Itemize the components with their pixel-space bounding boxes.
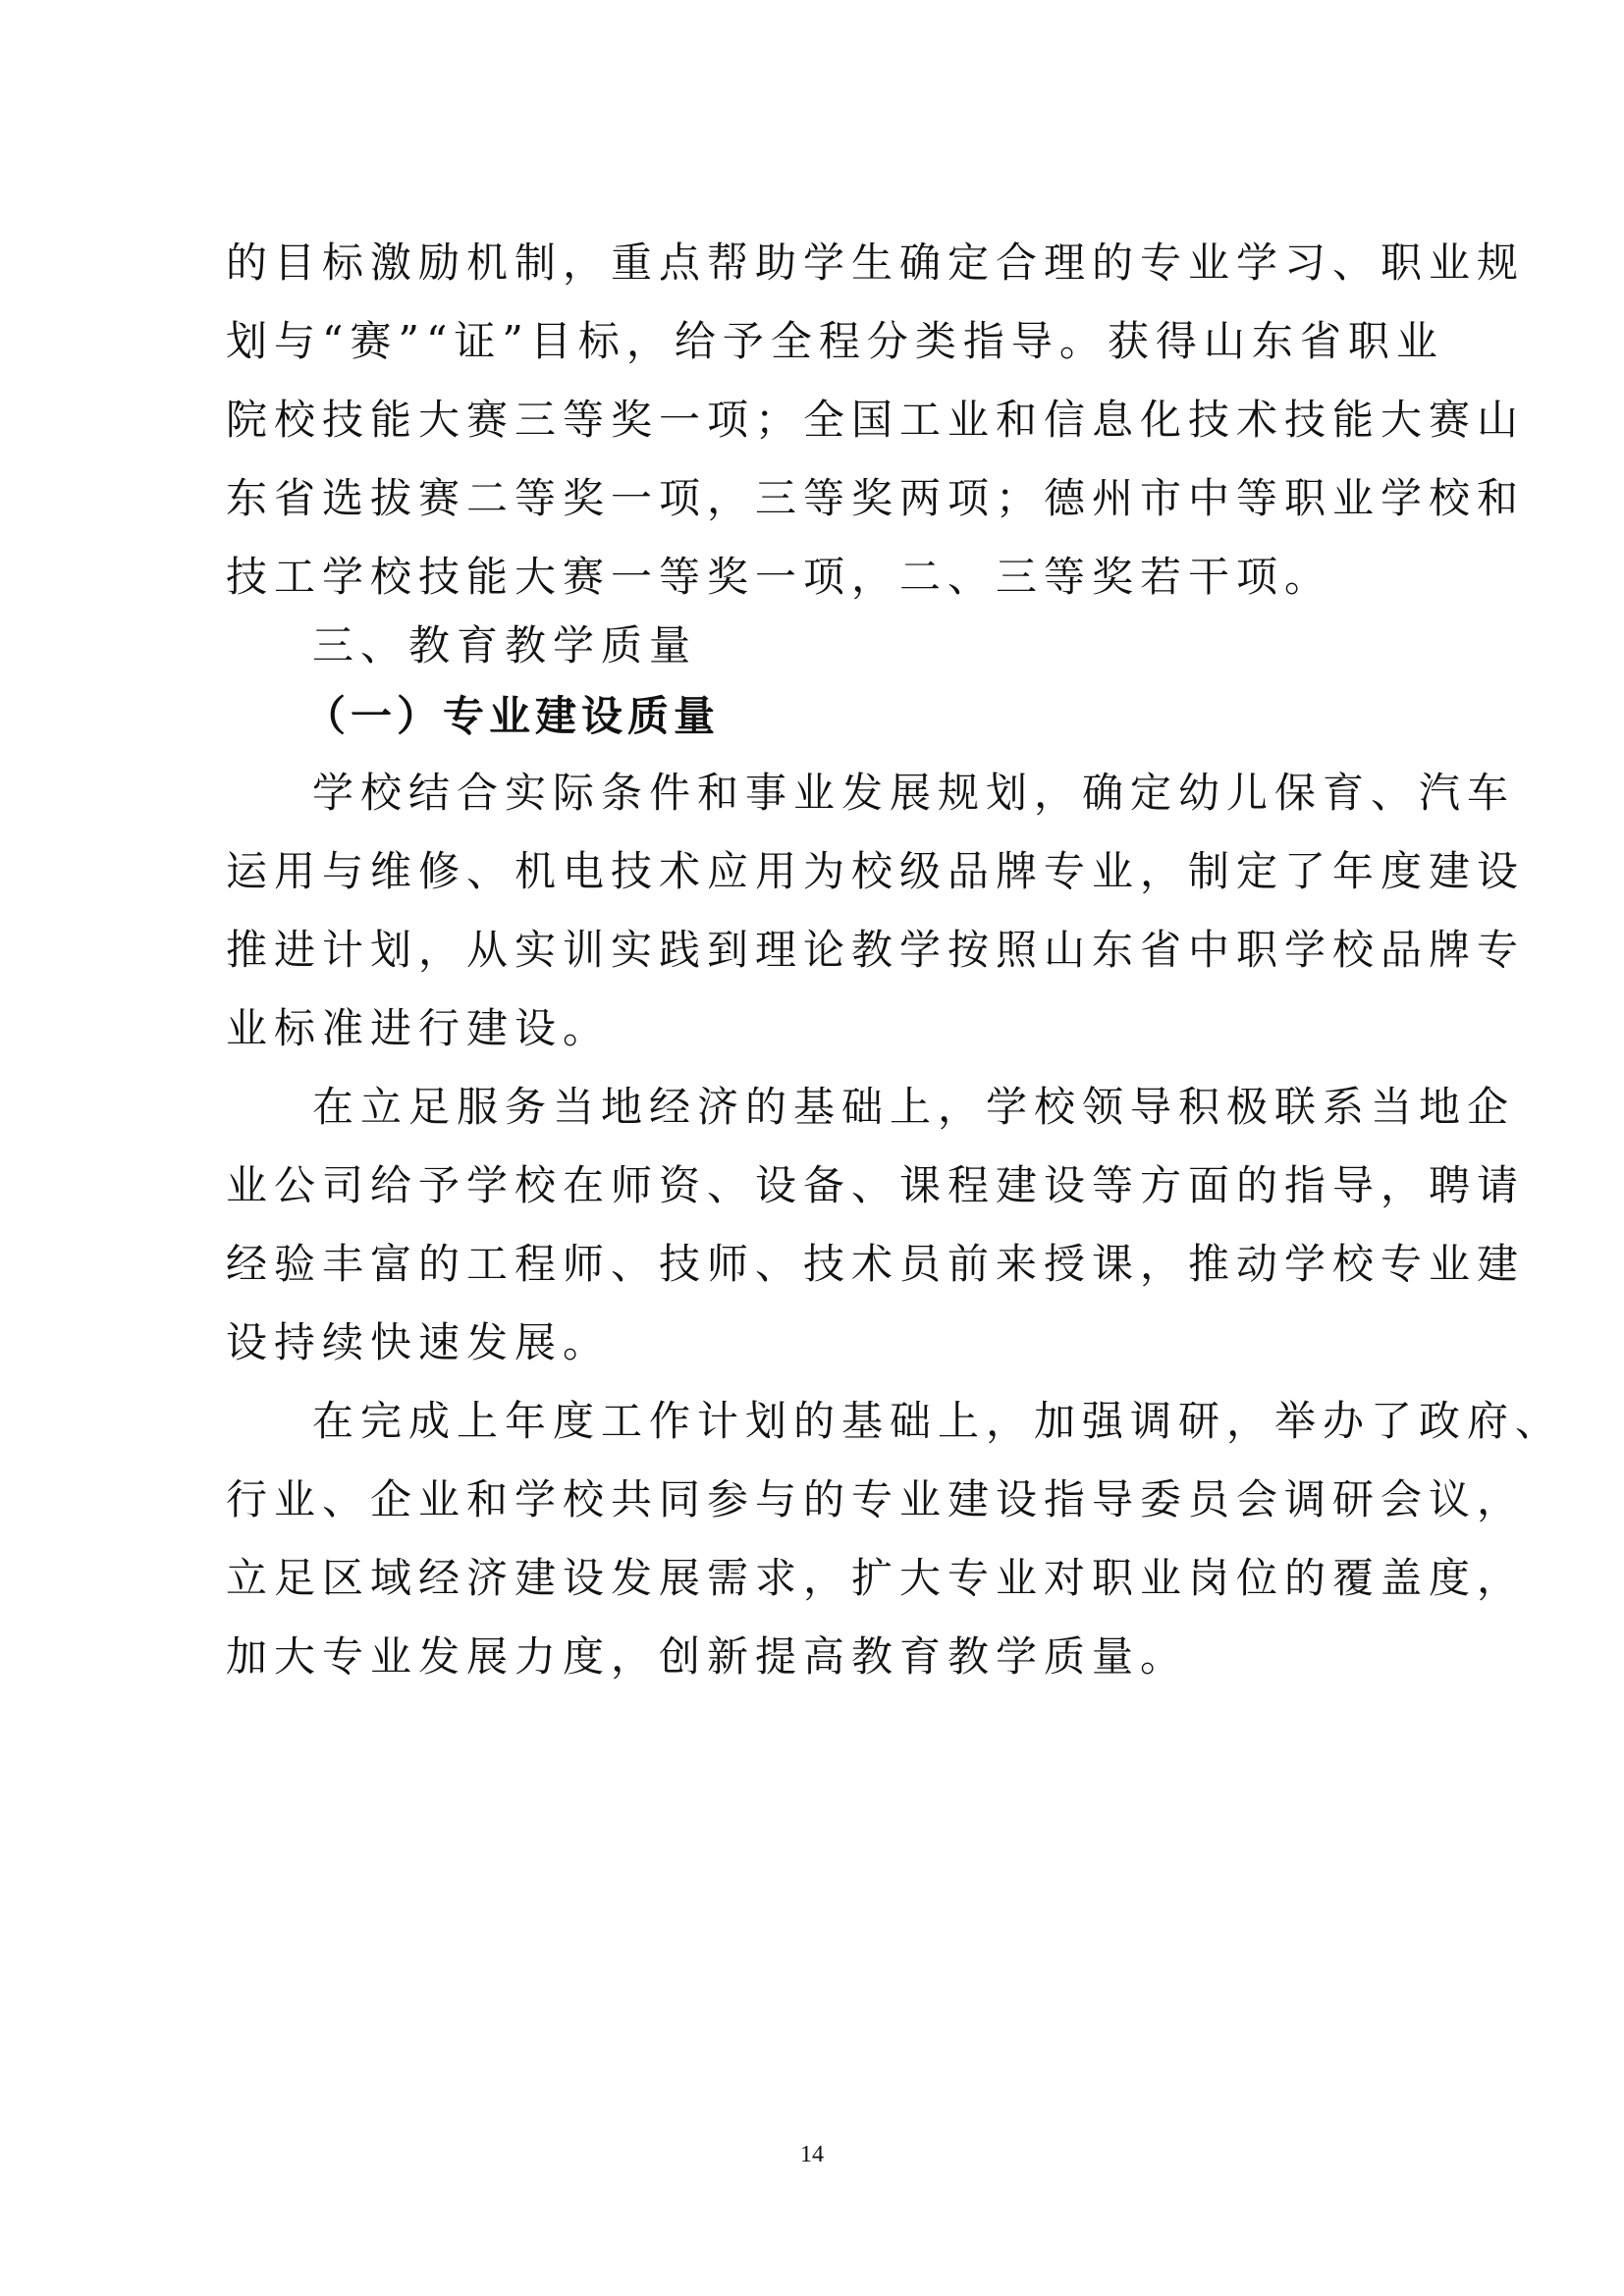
- paragraph-line: 东省选拔赛二等奖一项，三等奖两项；德州市中等职业学校和: [226, 474, 1526, 522]
- paragraph-line: 在立足服务当地经济的基础上，学校领导积极联系当地企: [312, 1083, 1516, 1131]
- paragraph-line: 技工学校技能大赛一等奖一项，二、三等奖若干项。: [226, 553, 1333, 601]
- paragraph-line: 院校技能大赛三等奖一项；全国工业和信息化技术技能大赛山: [226, 396, 1526, 444]
- paragraph-line: 立足区域经济建设发展需求，扩大专业对职业岗位的覆盖度，: [226, 1554, 1526, 1602]
- paragraph-line: 加大专业发展力度，创新提高教育教学质量。: [226, 1632, 1189, 1681]
- subsection-heading: （一）专业建设质量: [304, 692, 721, 740]
- paragraph-line: 划与“赛”“证”目标，给予全程分类指导。获得山东省职业: [226, 317, 1444, 365]
- paragraph-line: 在完成上年度工作计划的基础上，加强调研，举办了政府、: [312, 1397, 1564, 1445]
- paragraph-line: 业公司给予学校在师资、设备、课程建设等方面的指导，聘请: [226, 1161, 1526, 1209]
- paragraph-line: 行业、企业和学校共同参与的专业建设指导委员会调研会议，: [226, 1475, 1526, 1523]
- paragraph-line: 的目标激励机制，重点帮助学生确定合理的专业学习、职业规: [226, 239, 1526, 287]
- paragraph-line: 推进计划，从实训实践到理论教学按照山东省中职学校品牌专: [226, 926, 1526, 974]
- page-number: 14: [800, 2142, 824, 2167]
- section-heading: 三、教育教学质量: [312, 621, 698, 669]
- paragraph-line: 运用与维修、机电技术应用为校级品牌专业，制定了年度建设: [226, 847, 1526, 895]
- paragraph-line: 业标准进行建设。: [226, 1004, 612, 1052]
- paragraph-line: 经验丰富的工程师、技师、技术员前来授课，推动学校专业建: [226, 1240, 1526, 1288]
- paragraph-line: 设持续快速发展。: [226, 1318, 612, 1366]
- paragraph-line: 学校结合实际条件和事业发展规划，确定幼儿保育、汽车: [312, 769, 1516, 817]
